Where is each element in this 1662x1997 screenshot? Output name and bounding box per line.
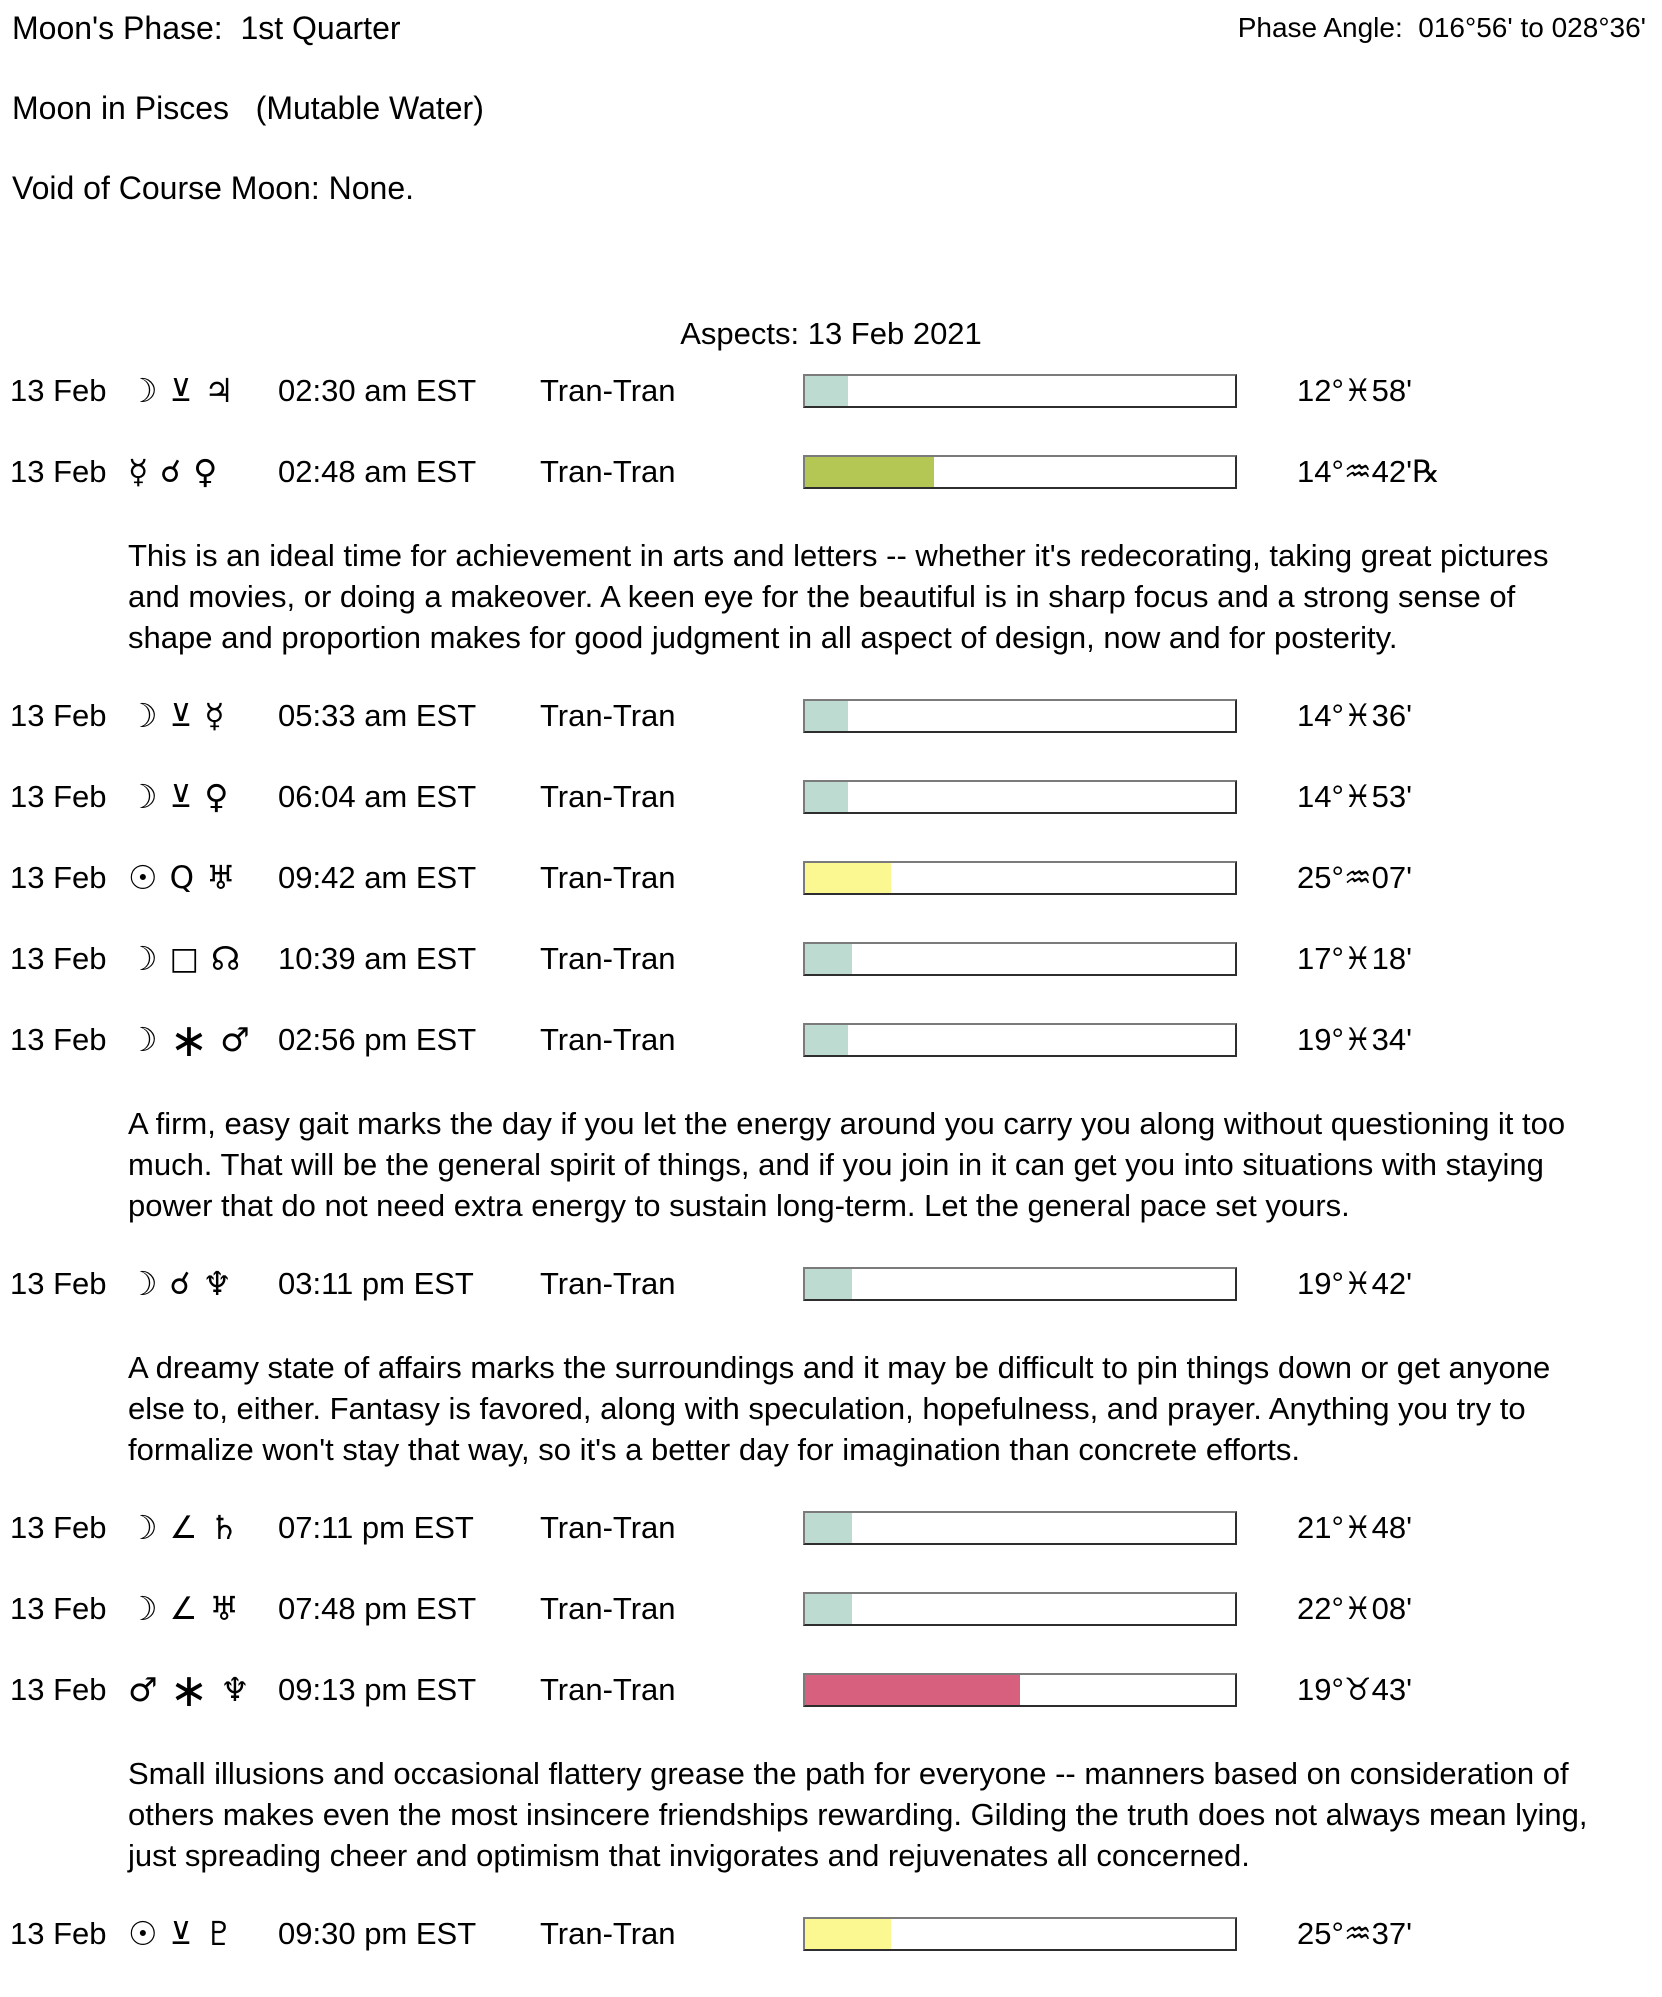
orb-progress-bar [803,374,1237,408]
orb-progress-fill [805,1919,891,1949]
sun-icon: ☉ [128,858,158,897]
aspect-row [10,939,1656,978]
aspect-degree: 21°♓48' [1297,1510,1413,1545]
orb-progress-bar [803,1592,1237,1626]
aspect-row [10,1264,1656,1303]
aspect-note: A dreamy state of affairs marks the surroundings and it may be difficult to pin things down or get anyone else to, either. Fantasy is favored, along with speculation, hopefulness, and prayer. Anything you try to formalize won't stay that way, so it's a better day for imagination than concrete efforts. [128,1350,1551,1467]
aspect-row [10,1013,1656,1067]
aspect-date: 13 Feb [10,1672,107,1707]
aspect-note: A firm, easy gait marks the day if you let the energy around you carry you along without questioning it too much. That will be the general spirit of things, and if you join in it can get you into situations with staying power that do not need extra energy to sustain long-term. Let the general pace set yours. [128,1106,1566,1223]
aspect-type: Tran-Tran [540,1591,676,1626]
aspect-degree: 12°♓58' [1297,373,1413,408]
moon-icon: ☽ [128,777,158,816]
aspect-glyphs [128,452,278,491]
aspects-title: Aspects: 13 Feb 2021 [680,316,982,351]
orb-progress-bar [803,942,1237,976]
aspect-date: 13 Feb [10,1916,107,1951]
aspect-glyphs [128,371,278,410]
mercury-icon: ☿ [128,452,149,491]
square-icon: □ [169,941,199,977]
aspect-type: Tran-Tran [540,1022,676,1057]
orb-progress-fill [805,1594,852,1624]
mars-icon: ♂ [128,1670,158,1709]
orb-progress-bar [803,1917,1237,1951]
semi-square-icon: ∠ [169,1591,198,1627]
uranus-icon: ♅ [206,858,236,897]
moon-icon: ☽ [128,696,158,735]
aspect-date: 13 Feb [10,373,107,408]
aspect-glyphs [128,777,278,816]
orb-progress-fill [805,376,848,406]
orb-progress-bar [803,1023,1237,1057]
aspect-glyphs [128,1589,278,1628]
orb-progress-bar [803,1511,1237,1545]
aspect-date: 13 Feb [10,1022,107,1057]
orb-progress-fill [805,457,934,487]
pluto-icon: ♇ [204,1914,234,1953]
orb-progress-bar [803,1267,1237,1301]
moon-icon: ☽ [128,371,158,410]
orb-progress-bar [803,455,1237,489]
aspect-time: 02:30 am EST [278,373,477,408]
venus-icon: ♀ [204,777,229,816]
aspect-date: 13 Feb [10,860,107,895]
moon-icon: ☽ [128,1264,158,1303]
moon-icon: ☽ [128,939,158,978]
aspect-type: Tran-Tran [540,698,676,733]
aspect-date: 13 Feb [10,941,107,976]
aspect-list [10,373,1656,1997]
venus-icon: ♀ [193,452,218,491]
aspect-type: Tran-Tran [540,1916,676,1951]
aspect-date: 13 Feb [10,698,107,733]
void-of-course-line: Void of Course Moon: None. [12,170,415,206]
aspect-glyphs [128,1508,278,1547]
orb-progress-bar [803,1673,1237,1707]
aspect-row [10,1589,1656,1628]
sextile-icon: ∗ [169,1013,209,1067]
aspect-glyphs [128,1264,278,1303]
aspect-note: Small illusions and occasional flattery grease the path for everyone -- manners based on consideration of others makes even the most insincere friendships rewarding. Gilding the truth does not always mean lying, just spreading cheer and optimism that invigorates and rejuvenates all concerned. [128,1756,1588,1873]
orb-progress-fill [805,782,848,812]
jupiter-icon: ♃ [204,371,234,410]
uranus-icon: ♅ [209,1589,239,1628]
semi-sextile-icon: ⊻ [169,1916,193,1952]
saturn-icon: ♄ [209,1508,239,1547]
orb-progress-bar [803,780,1237,814]
orb-progress-bar [803,861,1237,895]
north-node-icon: ☊ [210,939,241,978]
aspect-degree: 14°♒42'℞ [1297,454,1440,489]
aspect-glyphs [128,1914,278,1953]
neptune-icon: ♆ [202,1264,233,1303]
semi-sextile-icon: ⊻ [169,373,193,409]
aspect-date: 13 Feb [10,1591,107,1626]
aspect-time: 09:13 pm EST [278,1672,477,1707]
aspect-time: 03:11 pm EST [278,1266,474,1301]
sun-icon: ☉ [128,1914,158,1953]
orb-progress-fill [805,1025,848,1055]
semi-square-icon: ∠ [169,1510,198,1546]
semi-sextile-icon: ⊻ [169,779,193,815]
mars-icon: ♂ [220,1020,250,1059]
conjunction-icon: ☌ [169,1266,191,1302]
aspect-glyphs [128,858,278,897]
neptune-icon: ♆ [220,1670,250,1709]
aspect-date: 13 Feb [10,779,107,814]
aspect-row [10,371,1656,410]
aspect-degree: 14°♓36' [1297,698,1413,733]
mercury-icon: ☿ [204,696,225,735]
sextile-icon: ∗ [169,1663,209,1717]
aspect-type: Tran-Tran [540,1672,676,1707]
aspect-glyphs [128,1013,278,1067]
moon-icon: ☽ [128,1508,158,1547]
conjunction-icon: ☌ [160,454,182,490]
aspect-degree: 17°♓18' [1297,941,1413,976]
aspect-time: 09:30 pm EST [278,1916,477,1951]
aspect-note: This is an ideal time for achievement in arts and letters -- whether it's redecorating, taking great pictures and movies, or doing a makeover. A keen eye for the beautiful is in sharp focus and a strong sense of shape and proportion makes for good judgment in all aspect of design, now and for posterity. [128,538,1549,655]
aspect-degree: 25°♒07' [1297,860,1413,895]
aspect-degree: 19°♓34' [1297,1022,1413,1057]
aspect-date: 13 Feb [10,1266,107,1301]
aspect-degree: 25°♒37' [1297,1916,1413,1951]
orb-progress-fill [805,1675,1020,1705]
aspect-date: 13 Feb [10,454,107,489]
moon-icon: ☽ [128,1589,158,1628]
orb-progress-fill [805,1269,852,1299]
moon-sign-line: Moon in Pisces (Mutable Water) [12,90,484,126]
semi-sextile-icon: ⊻ [169,698,193,734]
aspect-degree: 22°♓08' [1297,1591,1413,1626]
aspect-time: 06:04 am EST [278,779,477,814]
aspect-row [10,858,1656,897]
aspect-glyphs [128,1663,278,1717]
aspect-time: 02:48 am EST [278,454,477,489]
aspect-glyphs [128,696,278,735]
aspect-time: 07:11 pm EST [278,1510,474,1545]
orb-progress-bar [803,699,1237,733]
aspect-row [10,696,1656,735]
phase-angle-line: Phase Angle: 016°56' to 028°36' [1237,12,1646,43]
orb-progress-fill [805,944,852,974]
aspect-row [10,1914,1656,1953]
aspect-time: 09:42 am EST [278,860,477,895]
aspect-type: Tran-Tran [540,941,676,976]
aspect-type: Tran-Tran [540,860,676,895]
aspect-degree: 14°♓53' [1297,779,1413,814]
aspect-type: Tran-Tran [540,1510,676,1545]
quintile-icon: Q [169,860,194,896]
orb-progress-fill [805,701,848,731]
aspect-type: Tran-Tran [540,373,676,408]
moon-icon: ☽ [128,1020,158,1059]
aspect-row [10,1663,1656,1717]
aspect-time: 05:33 am EST [278,698,477,733]
aspect-row [10,777,1656,816]
aspect-type: Tran-Tran [540,1266,676,1301]
aspect-degree: 19°♉43' [1297,1672,1413,1707]
aspect-date: 13 Feb [10,1510,107,1545]
aspect-row [10,1508,1656,1547]
moon-phase-line: Moon's Phase: 1st Quarter [12,10,401,46]
aspect-row [10,452,1656,491]
orb-progress-fill [805,863,891,893]
aspect-time: 10:39 am EST [278,941,477,976]
aspect-degree: 19°♓42' [1297,1266,1413,1301]
aspect-type: Tran-Tran [540,779,676,814]
orb-progress-fill [805,1513,852,1543]
aspect-type: Tran-Tran [540,454,676,489]
aspect-glyphs [128,939,278,978]
aspect-time: 07:48 pm EST [278,1591,477,1626]
aspect-time: 02:56 pm EST [278,1022,477,1057]
